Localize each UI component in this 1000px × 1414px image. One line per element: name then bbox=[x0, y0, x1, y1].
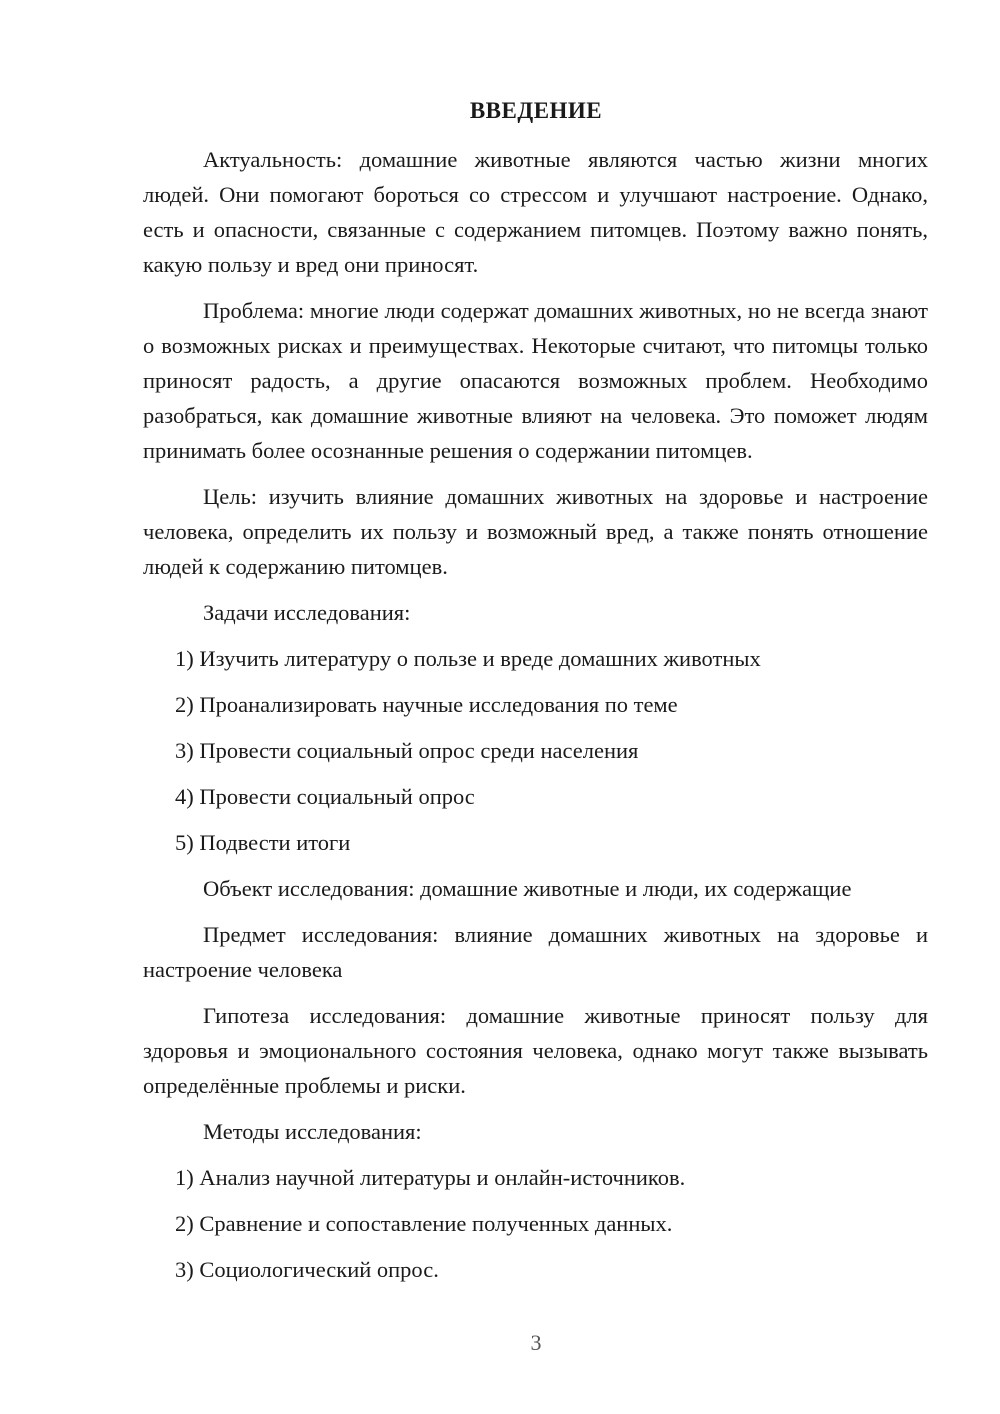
task-item: 2) Проанализировать научные исследования по теме bbox=[175, 692, 678, 717]
task-item: 3) Провести социальный опрос среди населения bbox=[175, 738, 639, 763]
method-item: 1) Анализ научной литературы и онлайн-источников. bbox=[175, 1165, 686, 1190]
goal-paragraph: Цель: изучить влияние домашних животных на здоровье и настроение человека, определить их пользу и возможный вред, а также понять отношение людей к содержанию питомцев. bbox=[143, 484, 928, 579]
method-item: 3) Социологический опрос. bbox=[175, 1257, 439, 1282]
methods-heading: Методы исследования: bbox=[203, 1119, 422, 1144]
page-number: 3 bbox=[530, 1330, 542, 1355]
task-item: 4) Провести социальный опрос bbox=[175, 784, 475, 809]
subject-paragraph: Предмет исследования: влияние домашних животных на здоровье и настроение человека bbox=[143, 922, 928, 982]
tasks-heading: Задачи исследования: bbox=[203, 600, 411, 625]
hypothesis-paragraph: Гипотеза исследования: домашние животные приносят пользу для здоровья и эмоционального состояния человека, однако могут также вызывать определённые проблемы и риски. bbox=[143, 1003, 928, 1098]
page-title: ВВЕДЕНИЕ bbox=[469, 98, 603, 123]
method-item: 2) Сравнение и сопоставление полученных данных. bbox=[175, 1211, 673, 1236]
problem-paragraph: Проблема: многие люди содержат домашних животных, но не всегда знают о возможных рисках и преимуществах. Некоторые считают, что питомцы только приносят радость, а другие опасаются возможных проблем. Необходимо разобраться, как домашние животные влияют на человека. Это поможет людям принимать более осознанные решения о содержании питомцев. bbox=[143, 298, 928, 463]
relevance-paragraph: Актуальность: домашние животные являются частью жизни многих людей. Они помогают бороться со стрессом и улучшают настроение. Однако, есть и опасности, связанные с содержанием питомцев. Поэтому важно понять, какую пользу и вред они приносят. bbox=[143, 147, 928, 277]
task-item: 1) Изучить литературу о пользе и вреде домашних животных bbox=[175, 646, 761, 671]
document-body bbox=[143, 142, 928, 1298]
object-paragraph: Объект исследования: домашние животные и люди, их содержащие bbox=[203, 876, 852, 901]
task-item: 5) Подвести итоги bbox=[175, 830, 351, 855]
